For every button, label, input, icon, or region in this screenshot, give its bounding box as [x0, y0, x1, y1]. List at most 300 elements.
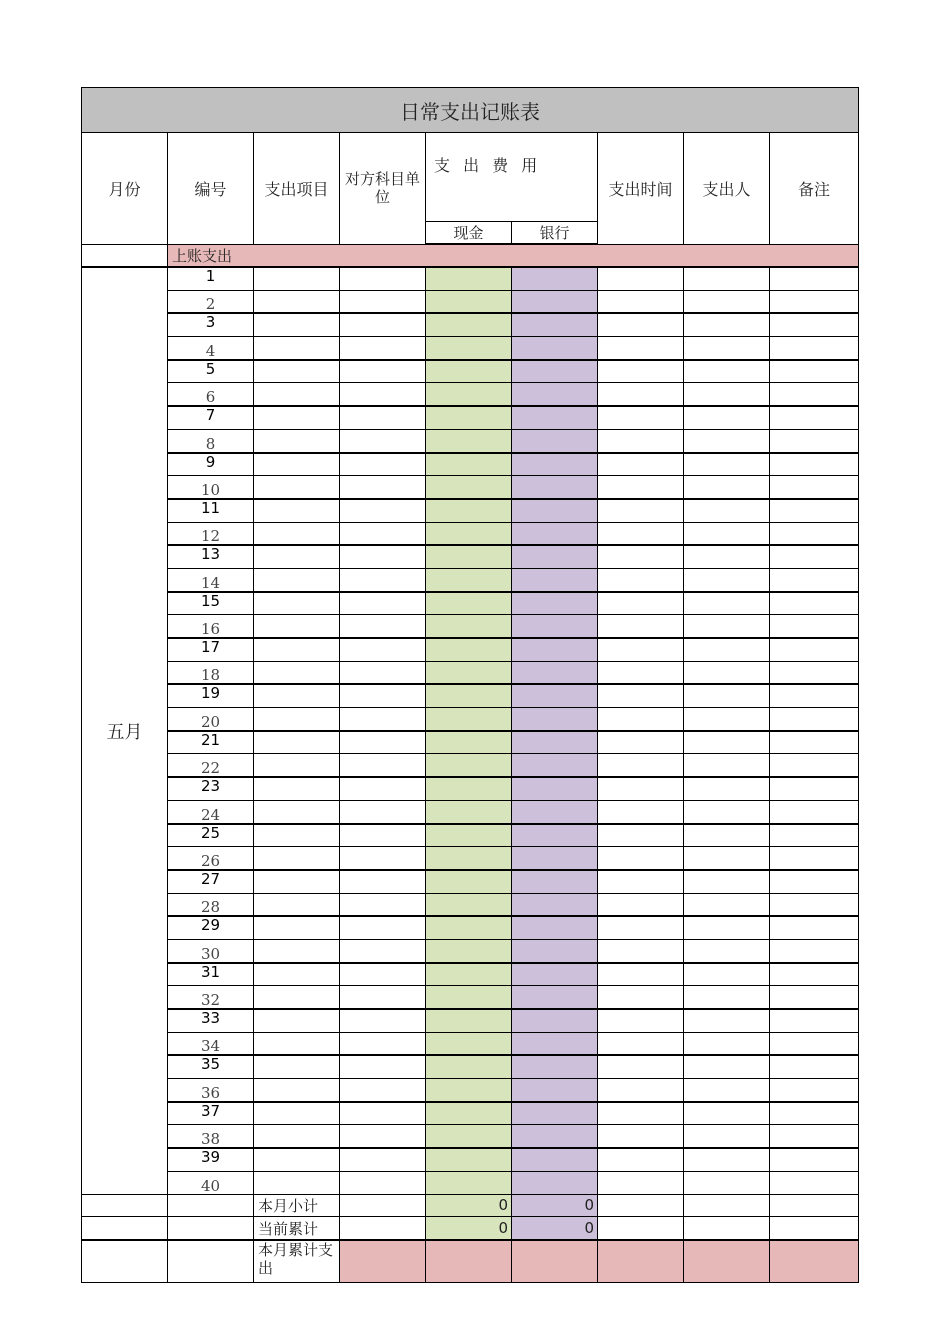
person-cell[interactable]	[684, 1032, 770, 1055]
time-cell[interactable]	[598, 290, 684, 313]
person-cell[interactable]	[684, 499, 770, 522]
cash-cell[interactable]	[426, 638, 512, 661]
month-total-blank	[168, 1240, 254, 1283]
expense-item-cell[interactable]	[254, 615, 340, 638]
bank-cell[interactable]	[512, 731, 598, 754]
expense-item-cell[interactable]	[254, 1055, 340, 1078]
row-number: 10	[168, 476, 254, 499]
bank-cell[interactable]	[512, 824, 598, 847]
table-row	[82, 1125, 859, 1148]
time-cell[interactable]	[598, 1055, 684, 1078]
bank-cell[interactable]	[512, 429, 598, 452]
bank-cell[interactable]	[512, 893, 598, 916]
bank-cell[interactable]	[512, 638, 598, 661]
counter-account-cell[interactable]	[340, 1148, 426, 1171]
time-cell[interactable]	[598, 383, 684, 406]
note-cell[interactable]	[770, 499, 859, 522]
person-cell[interactable]	[684, 337, 770, 360]
time-cell[interactable]	[598, 360, 684, 383]
note-cell[interactable]	[770, 824, 859, 847]
note-cell[interactable]	[770, 986, 859, 1009]
cash-cell[interactable]	[426, 360, 512, 383]
cash-cell[interactable]	[426, 800, 512, 823]
cash-cell[interactable]	[426, 592, 512, 615]
time-cell[interactable]	[598, 1148, 684, 1171]
person-cell[interactable]	[684, 986, 770, 1009]
subtotal-row	[82, 1194, 859, 1217]
note-cell[interactable]	[770, 1102, 859, 1125]
time-cell[interactable]	[598, 986, 684, 1009]
person-cell[interactable]	[684, 754, 770, 777]
expense-item-cell[interactable]	[254, 1102, 340, 1125]
counter-account-cell[interactable]	[340, 383, 426, 406]
time-cell[interactable]	[598, 708, 684, 731]
counter-account-cell[interactable]	[340, 986, 426, 1009]
counter-account-cell[interactable]	[340, 870, 426, 893]
table-row	[82, 638, 859, 661]
counter-account-cell[interactable]	[340, 661, 426, 684]
counter-account-cell[interactable]	[340, 545, 426, 568]
time-cell[interactable]	[598, 267, 684, 290]
expense-item-cell[interactable]	[254, 476, 340, 499]
note-cell[interactable]	[770, 568, 859, 591]
counter-account-cell[interactable]	[340, 916, 426, 939]
table-row	[82, 986, 859, 1009]
cash-cell[interactable]	[426, 313, 512, 336]
time-cell[interactable]	[598, 592, 684, 615]
person-cell[interactable]	[684, 893, 770, 916]
person-cell[interactable]	[684, 847, 770, 870]
expense-item-cell[interactable]	[254, 313, 340, 336]
note-cell[interactable]	[770, 939, 859, 962]
counter-account-cell[interactable]	[340, 1102, 426, 1125]
counter-account-cell[interactable]	[340, 824, 426, 847]
person-cell[interactable]	[684, 568, 770, 591]
cash-cell[interactable]	[426, 1171, 512, 1194]
cash-cell[interactable]	[426, 499, 512, 522]
expense-item-cell[interactable]	[254, 1079, 340, 1102]
expense-item-cell[interactable]	[254, 1171, 340, 1194]
sheet-title: 日常支出记账表	[82, 88, 859, 133]
counter-account-cell[interactable]	[340, 476, 426, 499]
expense-item-cell[interactable]	[254, 824, 340, 847]
person-cell[interactable]	[684, 824, 770, 847]
person-cell[interactable]	[684, 267, 770, 290]
bank-cell[interactable]	[512, 963, 598, 986]
bank-cell[interactable]	[512, 337, 598, 360]
row-number: 7	[168, 406, 254, 429]
bank-cell[interactable]	[512, 986, 598, 1009]
expense-item-cell[interactable]	[254, 592, 340, 615]
cash-cell[interactable]	[426, 731, 512, 754]
cash-cell[interactable]	[426, 267, 512, 290]
time-cell[interactable]	[598, 522, 684, 545]
expense-item-cell[interactable]	[254, 847, 340, 870]
bank-cell[interactable]	[512, 1125, 598, 1148]
expense-item-cell[interactable]	[254, 545, 340, 568]
note-cell[interactable]	[770, 476, 859, 499]
counter-account-cell[interactable]	[340, 731, 426, 754]
time-cell[interactable]	[598, 661, 684, 684]
cash-cell[interactable]	[426, 939, 512, 962]
expense-item-cell[interactable]	[254, 499, 340, 522]
cash-cell[interactable]	[426, 1102, 512, 1125]
row-number: 12	[168, 522, 254, 545]
bank-cell[interactable]	[512, 1148, 598, 1171]
bank-cell[interactable]	[512, 1009, 598, 1032]
person-cell[interactable]	[684, 1079, 770, 1102]
cash-cell[interactable]	[426, 406, 512, 429]
note-cell[interactable]	[770, 522, 859, 545]
expense-item-cell[interactable]	[254, 916, 340, 939]
counter-account-cell[interactable]	[340, 684, 426, 707]
note-cell[interactable]	[770, 360, 859, 383]
time-cell[interactable]	[598, 1125, 684, 1148]
time-cell[interactable]	[598, 800, 684, 823]
note-cell[interactable]	[770, 290, 859, 313]
note-cell[interactable]	[770, 1032, 859, 1055]
bank-cell[interactable]	[512, 545, 598, 568]
expense-item-cell[interactable]	[254, 708, 340, 731]
time-cell[interactable]	[598, 777, 684, 800]
expense-item-cell[interactable]	[254, 661, 340, 684]
counter-account-cell[interactable]	[340, 406, 426, 429]
person-cell[interactable]	[684, 360, 770, 383]
time-cell[interactable]	[598, 824, 684, 847]
cash-cell[interactable]	[426, 847, 512, 870]
time-cell[interactable]	[598, 406, 684, 429]
bank-cell[interactable]	[512, 313, 598, 336]
time-cell[interactable]	[598, 615, 684, 638]
cash-cell[interactable]	[426, 661, 512, 684]
person-cell[interactable]	[684, 615, 770, 638]
row-number: 24	[168, 800, 254, 823]
expense-item-cell[interactable]	[254, 360, 340, 383]
bank-cell[interactable]	[512, 1032, 598, 1055]
counter-account-cell[interactable]	[340, 453, 426, 476]
note-cell[interactable]	[770, 383, 859, 406]
time-cell[interactable]	[598, 731, 684, 754]
bank-cell[interactable]	[512, 360, 598, 383]
counter-account-cell[interactable]	[340, 267, 426, 290]
cash-cell[interactable]	[426, 1148, 512, 1171]
expense-item-cell[interactable]	[254, 383, 340, 406]
cash-cell[interactable]	[426, 337, 512, 360]
time-cell[interactable]	[598, 638, 684, 661]
expense-item-cell[interactable]	[254, 731, 340, 754]
counter-account-cell[interactable]	[340, 1055, 426, 1078]
expense-item-cell[interactable]	[254, 777, 340, 800]
note-cell[interactable]	[770, 615, 859, 638]
bank-cell[interactable]	[512, 916, 598, 939]
month-total-person	[684, 1240, 770, 1283]
note-cell[interactable]	[770, 777, 859, 800]
expense-item-cell[interactable]	[254, 1125, 340, 1148]
bank-cell[interactable]	[512, 568, 598, 591]
counter-account-cell[interactable]	[340, 429, 426, 452]
expense-item-cell[interactable]	[254, 568, 340, 591]
cash-cell[interactable]	[426, 453, 512, 476]
cash-cell[interactable]	[426, 684, 512, 707]
bank-cell[interactable]	[512, 777, 598, 800]
person-cell[interactable]	[684, 313, 770, 336]
cash-cell[interactable]	[426, 1125, 512, 1148]
person-cell[interactable]	[684, 661, 770, 684]
cash-cell[interactable]	[426, 429, 512, 452]
note-cell[interactable]	[770, 963, 859, 986]
expense-item-cell[interactable]	[254, 267, 340, 290]
counter-account-cell[interactable]	[340, 1032, 426, 1055]
counter-account-cell[interactable]	[340, 1079, 426, 1102]
counter-account-cell[interactable]	[340, 1009, 426, 1032]
cumulative-cash: 0	[426, 1217, 512, 1240]
person-cell[interactable]	[684, 1055, 770, 1078]
person-cell[interactable]	[684, 870, 770, 893]
counter-account-cell[interactable]	[340, 290, 426, 313]
bank-cell[interactable]	[512, 870, 598, 893]
counter-account-cell[interactable]	[340, 615, 426, 638]
person-cell[interactable]	[684, 429, 770, 452]
person-cell[interactable]	[684, 406, 770, 429]
expense-item-cell[interactable]	[254, 453, 340, 476]
person-cell[interactable]	[684, 916, 770, 939]
table-row	[82, 1032, 859, 1055]
expense-item-cell[interactable]	[254, 1032, 340, 1055]
time-cell[interactable]	[598, 1032, 684, 1055]
cash-cell[interactable]	[426, 754, 512, 777]
cumulative-bank: 0	[512, 1217, 598, 1240]
cash-cell[interactable]	[426, 893, 512, 916]
expense-item-cell[interactable]	[254, 963, 340, 986]
bank-cell[interactable]	[512, 615, 598, 638]
counter-account-cell[interactable]	[340, 939, 426, 962]
bank-cell[interactable]	[512, 661, 598, 684]
cash-cell[interactable]	[426, 963, 512, 986]
counter-account-cell[interactable]	[340, 313, 426, 336]
counter-account-cell[interactable]	[340, 754, 426, 777]
expense-item-cell[interactable]	[254, 870, 340, 893]
bank-cell[interactable]	[512, 592, 598, 615]
note-cell[interactable]	[770, 545, 859, 568]
person-cell[interactable]	[684, 453, 770, 476]
person-cell[interactable]	[684, 1171, 770, 1194]
note-cell[interactable]	[770, 1079, 859, 1102]
bank-cell[interactable]	[512, 476, 598, 499]
expense-item-cell[interactable]	[254, 429, 340, 452]
counter-account-cell[interactable]	[340, 337, 426, 360]
expense-item-cell[interactable]	[254, 1009, 340, 1032]
time-cell[interactable]	[598, 499, 684, 522]
expense-item-cell[interactable]	[254, 638, 340, 661]
bank-cell[interactable]	[512, 754, 598, 777]
counter-account-cell[interactable]	[340, 1125, 426, 1148]
row-number: 6	[168, 383, 254, 406]
time-cell[interactable]	[598, 684, 684, 707]
time-cell[interactable]	[598, 754, 684, 777]
person-cell[interactable]	[684, 731, 770, 754]
note-cell[interactable]	[770, 661, 859, 684]
expense-item-cell[interactable]	[254, 800, 340, 823]
person-cell[interactable]	[684, 638, 770, 661]
note-cell[interactable]	[770, 638, 859, 661]
time-cell[interactable]	[598, 1171, 684, 1194]
note-cell[interactable]	[770, 731, 859, 754]
bank-cell[interactable]	[512, 708, 598, 731]
time-cell[interactable]	[598, 916, 684, 939]
person-cell[interactable]	[684, 777, 770, 800]
bank-cell[interactable]	[512, 290, 598, 313]
bank-cell[interactable]	[512, 383, 598, 406]
person-cell[interactable]	[684, 939, 770, 962]
time-cell[interactable]	[598, 337, 684, 360]
counter-account-cell[interactable]	[340, 893, 426, 916]
time-cell[interactable]	[598, 453, 684, 476]
note-cell[interactable]	[770, 870, 859, 893]
bank-cell[interactable]	[512, 1055, 598, 1078]
time-cell[interactable]	[598, 1009, 684, 1032]
time-cell[interactable]	[598, 476, 684, 499]
bank-cell[interactable]	[512, 847, 598, 870]
expense-item-cell[interactable]	[254, 337, 340, 360]
cash-cell[interactable]	[426, 545, 512, 568]
cash-cell[interactable]	[426, 568, 512, 591]
cash-cell[interactable]	[426, 777, 512, 800]
cash-cell[interactable]	[426, 290, 512, 313]
note-cell[interactable]	[770, 754, 859, 777]
time-cell[interactable]	[598, 847, 684, 870]
time-cell[interactable]	[598, 963, 684, 986]
bank-cell[interactable]	[512, 1171, 598, 1194]
counter-account-cell[interactable]	[340, 499, 426, 522]
cash-cell[interactable]	[426, 1055, 512, 1078]
table-row	[82, 406, 859, 429]
time-cell[interactable]	[598, 429, 684, 452]
person-cell[interactable]	[684, 1102, 770, 1125]
note-cell[interactable]	[770, 684, 859, 707]
bank-cell[interactable]	[512, 499, 598, 522]
note-cell[interactable]	[770, 313, 859, 336]
cash-cell[interactable]	[426, 916, 512, 939]
counter-account-cell[interactable]	[340, 800, 426, 823]
counter-account-cell[interactable]	[340, 522, 426, 545]
person-cell[interactable]	[684, 800, 770, 823]
note-cell[interactable]	[770, 406, 859, 429]
person-cell[interactable]	[684, 476, 770, 499]
expense-item-cell[interactable]	[254, 406, 340, 429]
note-cell[interactable]	[770, 267, 859, 290]
note-cell[interactable]	[770, 800, 859, 823]
note-cell[interactable]	[770, 592, 859, 615]
cash-cell[interactable]	[426, 986, 512, 1009]
person-cell[interactable]	[684, 383, 770, 406]
cash-cell[interactable]	[426, 615, 512, 638]
counter-account-cell[interactable]	[340, 963, 426, 986]
cash-cell[interactable]	[426, 522, 512, 545]
counter-account-cell[interactable]	[340, 847, 426, 870]
table-row	[82, 1148, 859, 1171]
counter-account-cell[interactable]	[340, 777, 426, 800]
bank-cell[interactable]	[512, 1079, 598, 1102]
bank-cell[interactable]	[512, 267, 598, 290]
note-cell[interactable]	[770, 453, 859, 476]
expense-item-cell[interactable]	[254, 290, 340, 313]
time-cell[interactable]	[598, 313, 684, 336]
expense-item-cell[interactable]	[254, 522, 340, 545]
time-cell[interactable]	[598, 568, 684, 591]
person-cell[interactable]	[684, 708, 770, 731]
counter-account-cell[interactable]	[340, 1171, 426, 1194]
counter-account-cell[interactable]	[340, 592, 426, 615]
person-cell[interactable]	[684, 290, 770, 313]
table-row	[82, 337, 859, 360]
bank-cell[interactable]	[512, 800, 598, 823]
time-cell[interactable]	[598, 939, 684, 962]
time-cell[interactable]	[598, 545, 684, 568]
expense-item-cell[interactable]	[254, 754, 340, 777]
counter-account-cell[interactable]	[340, 708, 426, 731]
expense-item-cell[interactable]	[254, 684, 340, 707]
bank-cell[interactable]	[512, 684, 598, 707]
person-cell[interactable]	[684, 963, 770, 986]
person-cell[interactable]	[684, 522, 770, 545]
note-cell[interactable]	[770, 1009, 859, 1032]
row-number: 11	[168, 499, 254, 522]
bank-cell[interactable]	[512, 522, 598, 545]
time-cell[interactable]	[598, 1079, 684, 1102]
cash-cell[interactable]	[426, 708, 512, 731]
bank-cell[interactable]	[512, 939, 598, 962]
counter-account-cell[interactable]	[340, 568, 426, 591]
note-cell[interactable]	[770, 847, 859, 870]
person-cell[interactable]	[684, 1125, 770, 1148]
expense-item-cell[interactable]	[254, 986, 340, 1009]
person-cell[interactable]	[684, 1148, 770, 1171]
person-cell[interactable]	[684, 684, 770, 707]
note-cell[interactable]	[770, 1148, 859, 1171]
bank-cell[interactable]	[512, 1102, 598, 1125]
bank-cell[interactable]	[512, 406, 598, 429]
cash-cell[interactable]	[426, 476, 512, 499]
counter-account-cell[interactable]	[340, 638, 426, 661]
time-cell[interactable]	[598, 893, 684, 916]
person-cell[interactable]	[684, 592, 770, 615]
cash-cell[interactable]	[426, 824, 512, 847]
note-cell[interactable]	[770, 916, 859, 939]
person-cell[interactable]	[684, 545, 770, 568]
expense-item-cell[interactable]	[254, 893, 340, 916]
expense-item-cell[interactable]	[254, 939, 340, 962]
note-cell[interactable]	[770, 1055, 859, 1078]
time-cell[interactable]	[598, 1102, 684, 1125]
expense-item-cell[interactable]	[254, 1148, 340, 1171]
note-cell[interactable]	[770, 708, 859, 731]
cash-cell[interactable]	[426, 383, 512, 406]
note-cell[interactable]	[770, 337, 859, 360]
time-cell[interactable]	[598, 870, 684, 893]
table-row	[82, 963, 859, 986]
note-cell[interactable]	[770, 893, 859, 916]
cash-cell[interactable]	[426, 1009, 512, 1032]
cash-cell[interactable]	[426, 870, 512, 893]
note-cell[interactable]	[770, 429, 859, 452]
person-cell[interactable]	[684, 1009, 770, 1032]
note-cell[interactable]	[770, 1125, 859, 1148]
cash-cell[interactable]	[426, 1032, 512, 1055]
counter-account-cell[interactable]	[340, 360, 426, 383]
bank-cell[interactable]	[512, 453, 598, 476]
note-cell[interactable]	[770, 1171, 859, 1194]
cash-cell[interactable]	[426, 1079, 512, 1102]
